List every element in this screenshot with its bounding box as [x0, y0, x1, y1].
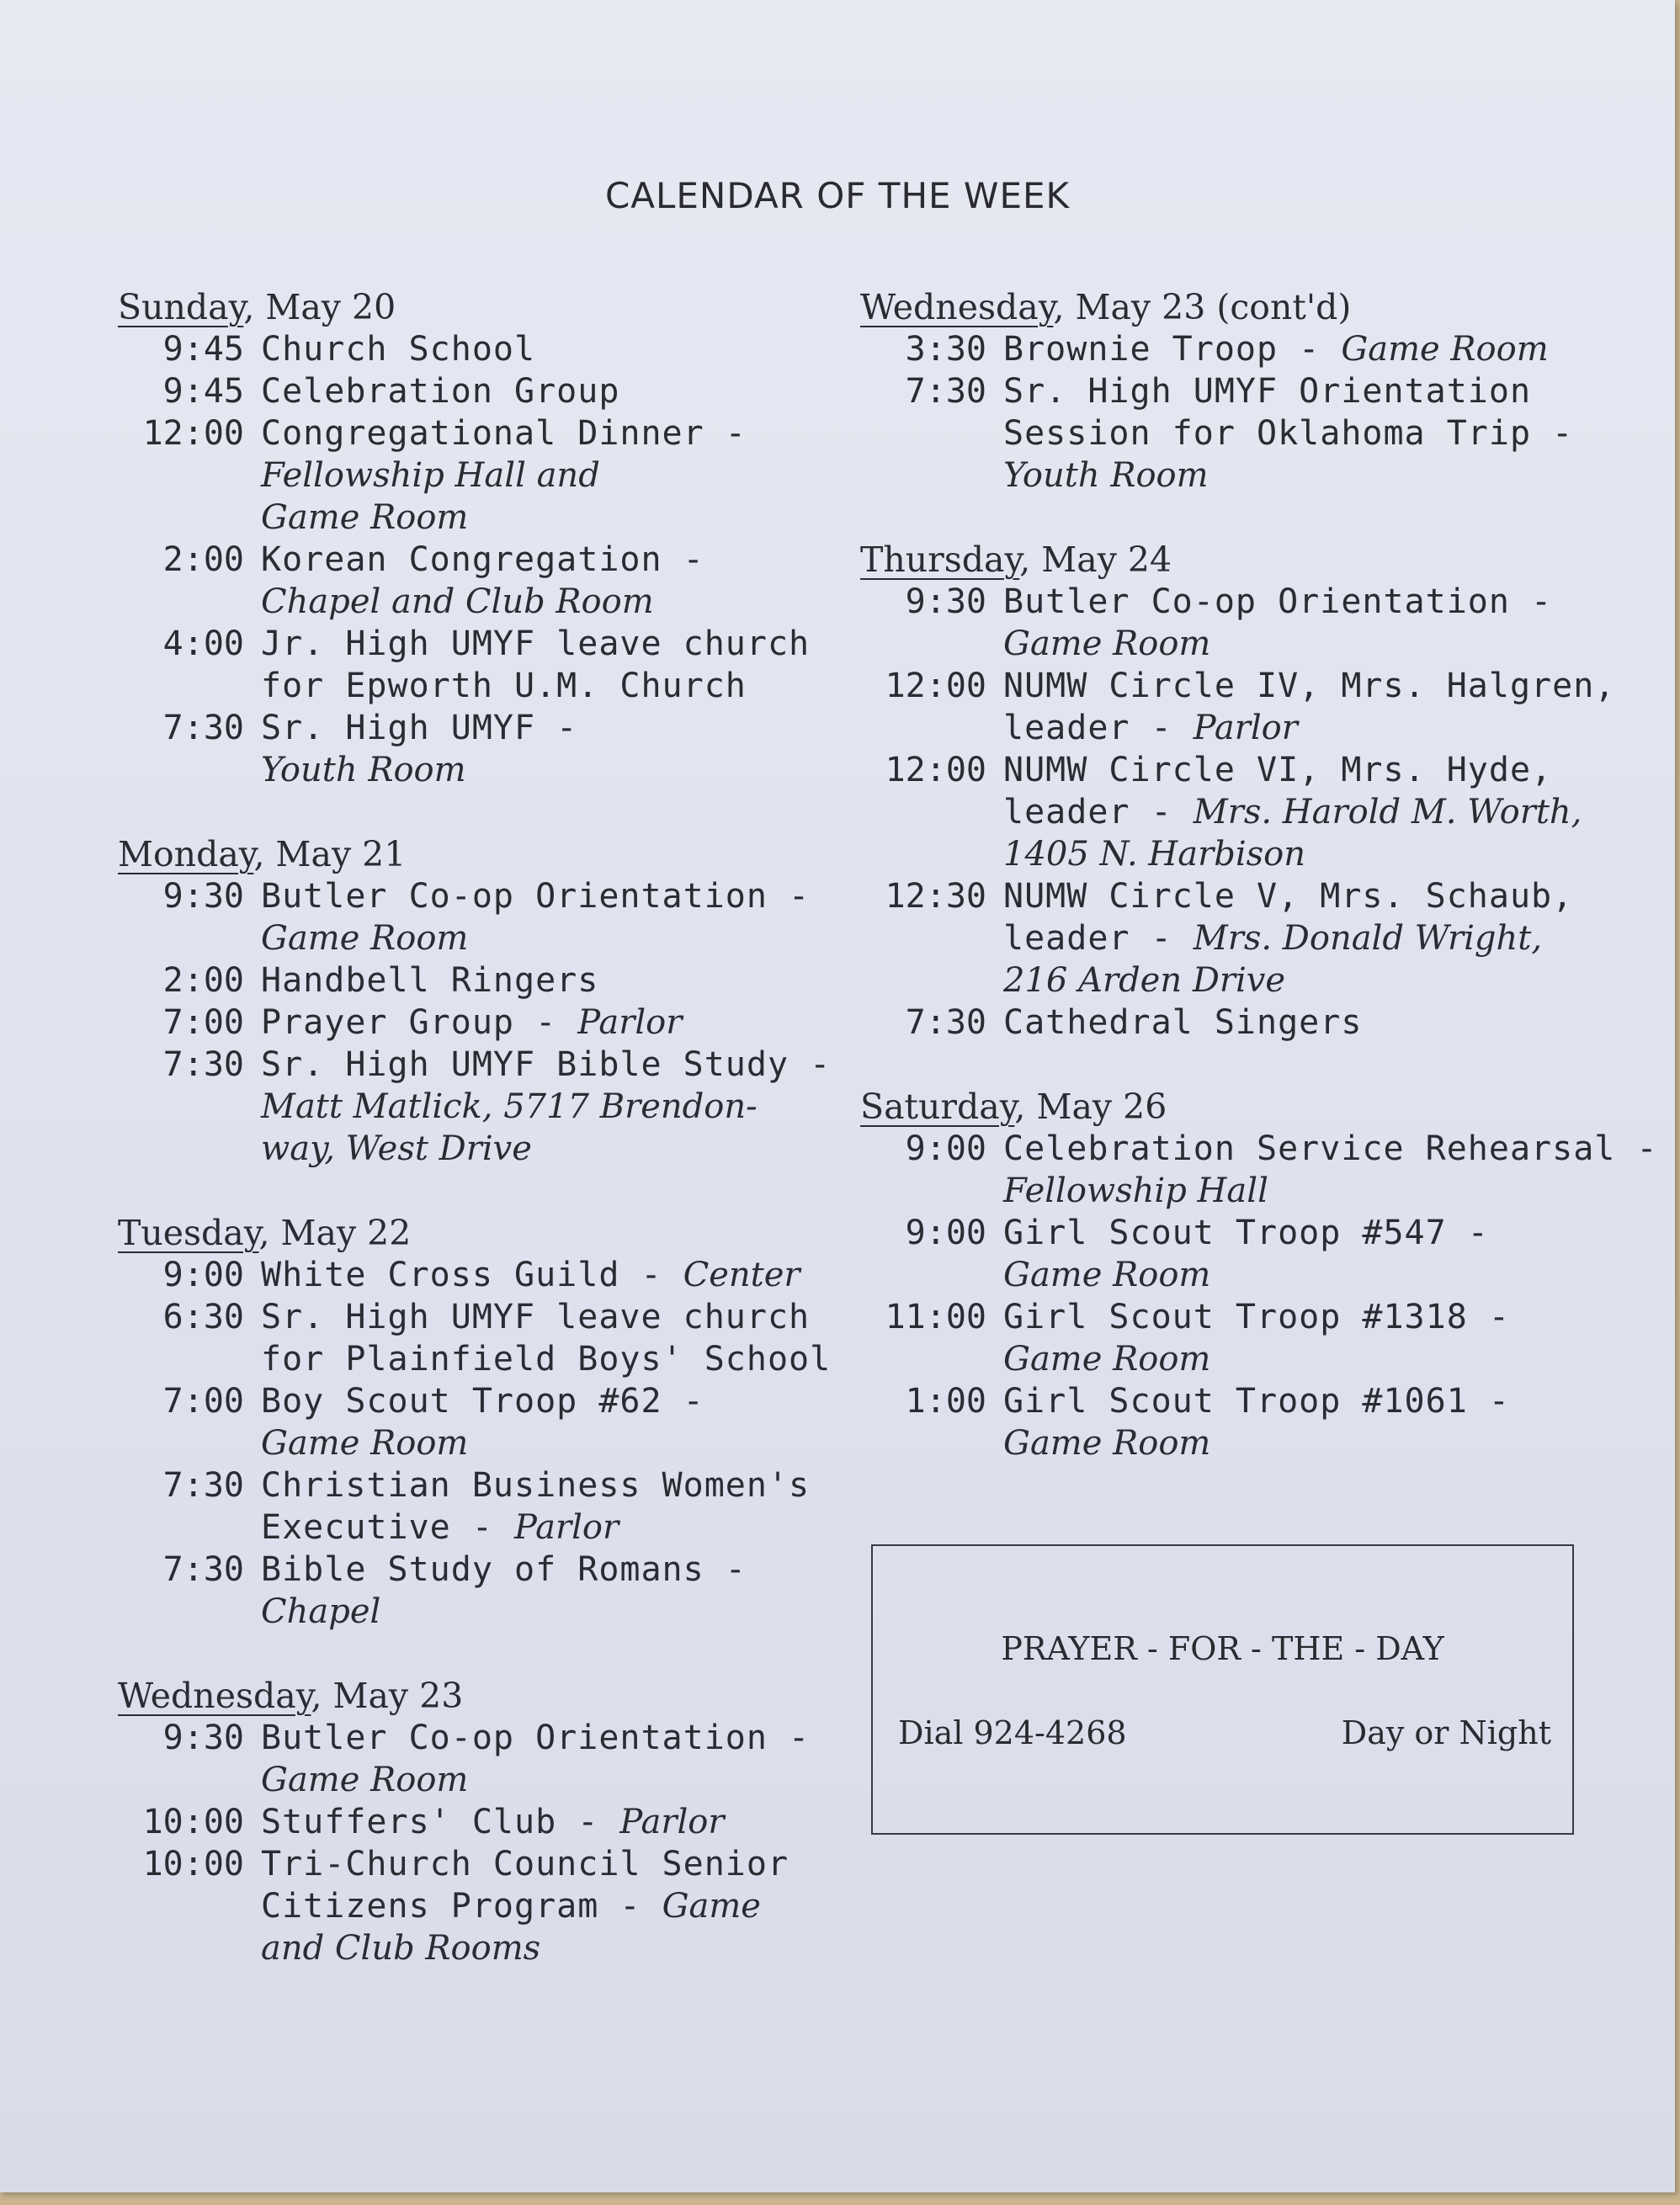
event-description — [261, 1380, 859, 1464]
event-description — [261, 1296, 859, 1380]
day-section — [118, 1675, 859, 1969]
event-entry — [860, 1212, 1635, 1296]
day-section — [118, 286, 859, 791]
event-line — [1003, 1338, 1635, 1380]
event-entry — [118, 328, 859, 370]
event-text: Bible Study of Romans - — [261, 1550, 747, 1589]
day-section — [118, 833, 859, 1170]
event-time: 9:45 — [162, 330, 244, 369]
day-heading — [118, 1212, 859, 1254]
day-heading — [118, 286, 859, 328]
event-line — [1003, 665, 1635, 707]
event-entry — [860, 665, 1635, 749]
day-date: , May 21 — [253, 834, 407, 874]
event-line — [261, 959, 859, 1002]
event-location: Game Room — [1341, 330, 1549, 369]
event-entry — [118, 1380, 859, 1464]
event-location: Matt Matlick, 5717 Brendon- — [261, 1087, 758, 1126]
day-name: Saturday — [860, 1087, 1015, 1127]
event-line — [1003, 749, 1635, 791]
event-line — [1003, 1296, 1635, 1338]
event-text: Boy Scout Troop #62 - — [261, 1382, 704, 1421]
day-heading — [118, 833, 859, 875]
event-description — [261, 370, 859, 412]
event-description — [1003, 875, 1635, 1002]
event-description — [261, 1801, 859, 1843]
event-text: Butler Co-op Orientation - — [261, 877, 811, 916]
event-line — [1003, 833, 1635, 875]
event-time: 11:00 — [885, 1298, 986, 1336]
event-text: NUMW Circle IV, Mrs. Halgren, — [1003, 667, 1616, 705]
event-description — [261, 707, 859, 791]
event-line — [1003, 1002, 1635, 1044]
event-text: White Cross Guild - — [261, 1256, 683, 1294]
event-line — [261, 1380, 859, 1422]
event-location: Game Room — [1003, 1424, 1211, 1463]
event-line — [261, 665, 859, 707]
event-line — [261, 1464, 859, 1506]
event-time: 2:00 — [162, 961, 244, 1000]
day-date: , May 22 — [258, 1213, 412, 1253]
event-text: for Epworth U.M. Church — [261, 667, 747, 705]
event-line — [261, 1591, 859, 1633]
event-text: Congregational Dinner - — [261, 414, 747, 453]
event-text: Celebration Service Rehearsal - — [1003, 1129, 1658, 1168]
event-line — [261, 539, 859, 581]
event-line — [261, 1338, 859, 1380]
event-time: 4:00 — [162, 624, 244, 663]
event-text: Handbell Ringers — [261, 961, 599, 1000]
event-line — [261, 1296, 859, 1338]
event-line — [261, 749, 859, 791]
event-line — [261, 1254, 859, 1296]
event-line — [1003, 1170, 1658, 1212]
event-location: Game Room — [1003, 1256, 1211, 1294]
event-time: 7:30 — [905, 1003, 986, 1042]
event-description — [261, 875, 859, 959]
event-location: Mrs. Donald Wright, — [1193, 919, 1543, 958]
event-description — [261, 1549, 859, 1633]
prayer-availability: Day or Night — [1341, 1714, 1551, 1751]
event-entry — [118, 1464, 859, 1549]
event-text: Session for Oklahoma Trip - — [1003, 414, 1574, 453]
day-section — [118, 1212, 859, 1633]
event-entry — [118, 1002, 859, 1044]
day-name: Thursday — [860, 539, 1020, 580]
day-date: , May 23 (cont'd) — [1053, 287, 1352, 327]
event-line — [261, 497, 859, 539]
event-line — [1003, 328, 1635, 370]
event-text: NUMW Circle V, Mrs. Schaub, — [1003, 877, 1574, 916]
event-text: Sr. High UMYF leave church — [261, 1298, 811, 1336]
event-entry — [118, 1296, 859, 1380]
event-time: 7:00 — [162, 1003, 244, 1042]
event-entry — [118, 1717, 859, 1801]
event-location: Center — [683, 1256, 800, 1294]
event-location: Game — [662, 1887, 761, 1926]
event-time: 3:30 — [905, 330, 986, 369]
event-line — [1003, 959, 1635, 1002]
event-entry — [118, 1549, 859, 1633]
event-line — [261, 1549, 859, 1591]
event-line — [261, 370, 859, 412]
day-section — [860, 539, 1635, 1044]
day-name: Wednesday — [118, 1676, 311, 1716]
event-description — [261, 1002, 859, 1044]
event-description — [261, 1464, 859, 1549]
event-time: 10:00 — [142, 1845, 244, 1884]
event-description — [261, 623, 859, 707]
event-description — [261, 959, 859, 1002]
event-line — [1003, 707, 1635, 749]
event-entry — [860, 1128, 1658, 1212]
event-text: Celebration Group — [261, 372, 620, 411]
event-time: 9:30 — [162, 877, 244, 916]
day-heading — [860, 286, 1635, 328]
event-text: Brownie Troop - — [1003, 330, 1342, 369]
event-text: Butler Co-op Orientation - — [261, 1719, 811, 1757]
event-time: 7:30 — [162, 1045, 244, 1084]
event-time: 1:00 — [905, 1382, 986, 1421]
event-line — [261, 1086, 859, 1128]
event-entry — [118, 412, 859, 539]
event-text: Jr. High UMYF leave church — [261, 624, 811, 663]
event-text: Stuffers' Club - — [261, 1803, 620, 1841]
event-location: Youth Room — [261, 751, 466, 789]
day-date: , May 23 — [311, 1676, 464, 1716]
event-location: and Club Rooms — [261, 1929, 541, 1968]
event-line — [261, 1506, 859, 1549]
event-description — [1003, 1128, 1658, 1212]
event-entry — [118, 1843, 859, 1969]
event-line — [261, 454, 859, 497]
event-entry — [118, 370, 859, 412]
event-location: Game Room — [261, 498, 469, 537]
day-heading — [860, 539, 1635, 581]
event-description — [1003, 1380, 1635, 1464]
event-line — [261, 1759, 859, 1801]
event-text: Prayer Group - — [261, 1003, 578, 1042]
event-entry — [118, 1801, 859, 1843]
event-description — [261, 1044, 859, 1170]
event-location: Chapel — [261, 1592, 381, 1631]
event-time: 12:00 — [885, 667, 986, 705]
event-entry — [118, 875, 859, 959]
event-text: Tri-Church Council Senior — [261, 1845, 789, 1884]
event-line — [261, 707, 859, 749]
event-location: Parlor — [619, 1803, 725, 1841]
event-line — [261, 1044, 859, 1086]
event-description — [1003, 665, 1635, 749]
event-line — [1003, 370, 1635, 412]
event-line — [1003, 1128, 1658, 1170]
event-line — [261, 875, 859, 917]
event-line — [261, 1128, 859, 1170]
event-text: Sr. High UMYF - — [261, 709, 578, 747]
event-description — [261, 1843, 859, 1969]
event-description — [1003, 581, 1635, 665]
event-description — [261, 412, 859, 539]
event-location: Game Room — [1003, 1340, 1211, 1379]
event-line — [261, 328, 859, 370]
event-text: leader - — [1003, 793, 1194, 832]
event-description — [1003, 1212, 1635, 1296]
event-location: 216 Arden Drive — [1003, 961, 1286, 1000]
event-location: Mrs. Harold M. Worth, — [1193, 793, 1582, 832]
event-line — [1003, 454, 1635, 497]
event-location: way, West Drive — [261, 1129, 532, 1168]
event-text: Sr. High UMYF Bible Study - — [261, 1045, 832, 1084]
event-line — [261, 1422, 859, 1464]
event-line — [1003, 581, 1635, 623]
event-line — [1003, 623, 1635, 665]
event-line — [261, 1843, 859, 1885]
event-text: Sr. High UMYF Orientation — [1003, 372, 1532, 411]
event-line — [1003, 917, 1635, 959]
event-location: Parlor — [1193, 709, 1298, 747]
event-line — [261, 917, 859, 959]
event-entry — [860, 1296, 1635, 1380]
event-description — [261, 1254, 859, 1296]
event-line — [261, 1801, 859, 1843]
day-name: Sunday — [118, 287, 244, 327]
event-line — [1003, 1212, 1635, 1254]
left-column — [118, 286, 859, 2011]
event-line — [1003, 875, 1635, 917]
event-text: leader - — [1003, 919, 1194, 958]
event-entry — [118, 959, 859, 1002]
day-section — [860, 286, 1635, 497]
event-entry — [118, 539, 859, 623]
event-line — [1003, 412, 1635, 454]
event-entry — [860, 1002, 1635, 1044]
event-description — [1003, 1296, 1635, 1380]
event-text: Citizens Program - — [261, 1887, 662, 1926]
event-entry — [118, 623, 859, 707]
event-time: 7:00 — [162, 1382, 244, 1421]
event-time: 7:30 — [162, 1550, 244, 1589]
event-description — [261, 1717, 859, 1801]
event-text: Christian Business Women's — [261, 1466, 811, 1505]
day-heading — [860, 1086, 1635, 1128]
event-text: Girl Scout Troop #1318 - — [1003, 1298, 1510, 1336]
event-time: 2:00 — [162, 540, 244, 579]
event-time: 9:30 — [905, 582, 986, 621]
event-time: 9:00 — [905, 1214, 986, 1252]
event-entry — [118, 1044, 859, 1170]
event-location: Chapel and Club Room — [261, 582, 654, 621]
right-column — [860, 286, 1658, 1506]
day-date: , May 24 — [1019, 539, 1172, 580]
day-date: , May 26 — [1014, 1087, 1167, 1127]
event-location: Game Room — [1003, 624, 1211, 663]
event-entry — [860, 1380, 1635, 1464]
event-entry — [860, 749, 1635, 875]
event-time: 9:00 — [905, 1129, 986, 1168]
event-line — [261, 581, 859, 623]
event-entry — [860, 581, 1635, 665]
prayer-phone: Dial 924-4268 — [898, 1714, 1127, 1751]
event-time: 12:00 — [142, 414, 244, 453]
event-line — [261, 1002, 859, 1044]
event-location: 1405 N. Harbison — [1003, 835, 1306, 874]
event-location: Game Room — [261, 919, 469, 958]
event-time: 9:00 — [162, 1256, 244, 1294]
event-line — [1003, 791, 1635, 833]
day-date: , May 20 — [243, 287, 396, 327]
event-text: Girl Scout Troop #547 - — [1003, 1214, 1489, 1252]
event-description — [1003, 749, 1635, 875]
day-name: Tuesday — [118, 1213, 259, 1253]
event-text: Girl Scout Troop #1061 - — [1003, 1382, 1510, 1421]
event-description — [261, 539, 859, 623]
prayer-box — [871, 1544, 1574, 1835]
event-text: Korean Congregation - — [261, 540, 704, 579]
event-line — [261, 1927, 859, 1969]
prayer-title: PRAYER - FOR - THE - DAY — [1001, 1630, 1444, 1667]
event-time: 7:30 — [162, 1466, 244, 1505]
event-time: 10:00 — [142, 1803, 244, 1841]
event-location: Game Room — [261, 1761, 469, 1799]
event-description — [261, 328, 859, 370]
event-entry — [860, 328, 1635, 370]
event-text: for Plainfield Boys' School — [261, 1340, 832, 1379]
event-text: Butler Co-op Orientation - — [1003, 582, 1553, 621]
event-line — [261, 1717, 859, 1759]
event-line — [1003, 1380, 1635, 1422]
event-time: 12:30 — [885, 877, 986, 916]
event-location: Parlor — [577, 1003, 683, 1042]
event-entry — [860, 370, 1635, 497]
day-heading — [118, 1675, 859, 1717]
event-time: 7:30 — [162, 709, 244, 747]
event-location: Fellowship Hall and — [261, 456, 600, 495]
event-time: 12:00 — [885, 751, 986, 789]
event-line — [261, 1885, 859, 1927]
event-text: Church School — [261, 330, 536, 369]
event-entry — [118, 707, 859, 791]
event-location: Youth Room — [1003, 456, 1209, 495]
day-section — [860, 1086, 1658, 1464]
event-description — [1003, 370, 1635, 497]
event-location: Game Room — [261, 1424, 469, 1463]
event-location: Fellowship Hall — [1003, 1172, 1268, 1210]
event-time: 6:30 — [162, 1298, 244, 1336]
event-time: 9:45 — [162, 372, 244, 411]
day-name: Monday — [118, 834, 254, 874]
event-text: Executive - — [261, 1508, 514, 1547]
event-time: 9:30 — [162, 1719, 244, 1757]
event-entry — [118, 1254, 859, 1296]
event-line — [1003, 1422, 1635, 1464]
event-text: NUMW Circle VI, Mrs. Hyde, — [1003, 751, 1553, 789]
event-location: Parlor — [513, 1508, 619, 1547]
day-name: Wednesday — [860, 287, 1054, 327]
event-text: leader - — [1003, 709, 1194, 747]
event-text: Cathedral Singers — [1003, 1003, 1363, 1042]
event-line — [261, 412, 859, 454]
event-entry — [860, 875, 1635, 1002]
event-description — [1003, 1002, 1635, 1044]
page-title: CALENDAR OF THE WEEK — [604, 175, 1071, 216]
event-time: 7:30 — [905, 372, 986, 411]
event-line — [1003, 1254, 1635, 1296]
event-line — [261, 623, 859, 665]
event-description — [1003, 328, 1635, 370]
